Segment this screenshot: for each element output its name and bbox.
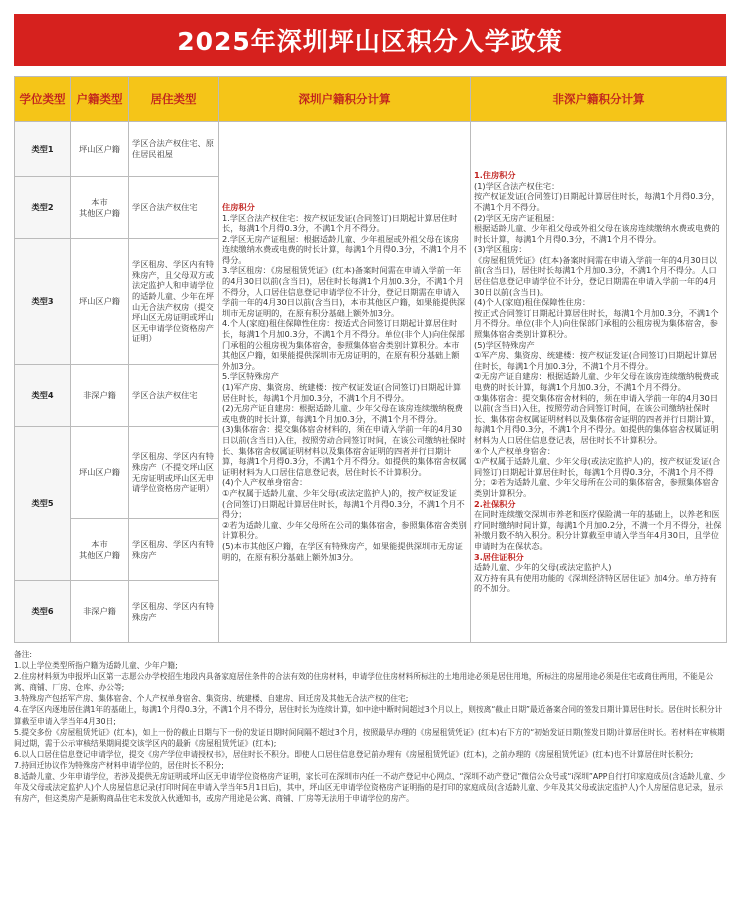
note-item: 5.提交多份《房屋租赁凭证》(红本)，如上一份的截止日期与下一份的发证日期时间间隔不超过3个月，按照最早办理的《房屋租赁凭证》(红本)右下方的“初始发证日期(签发日期)计算居住时长。若材料在审核期间过期，需于公示审核结果期间提交该学区内的最新《房屋租赁凭证》(红本);	[14, 727, 725, 748]
header-nonlocal: 非深户籍积分计算	[471, 77, 727, 122]
row-residence: 学区租房、学区内有特殊房产，且父母双方或法定监护人和申请学位的适龄儿童、少年在坪山无合法产权房（提交坪山区无房证明或坪山区无申请学位资格房产证明）	[129, 239, 219, 365]
row-type: 类型2	[15, 177, 71, 239]
local-points-cell	[219, 122, 471, 643]
row-type: 类型5	[15, 427, 71, 581]
local-text: 1.学区合法产权住宅：按产权证发证(合同签订)日期起计算居住时长，每满1个月得0.3分，不满1个月不得分。 2.学区无房产证租屋：根据适龄儿童、少年祖屋或外祖父母在该房连续缴纳水费或电费的时长计算，每满1个月得0.3分，不满1个月不得分。 3.学区租房：《房屋租赁凭证》(红本)备案时间需在申请入学前一年的4月30日以前(含当日)，居住时长每满1个月加0.3分，不满1个月不得分，人口居住信息登记申请学位不计分，登记日期需在申请入学前一年的4月30日以前(含当日)，本市其他区户籍，如果能提供深圳市无房证明的，在原有积分基础上额外加3分。 4.个人(家庭)租住保障性住房：按适式合同签订日期起计算居住时长，每满1个月加0.3分，不满1个月不得分。单位(非个人)向住保部门承租的公租房视为集体宿舍，参照集体宿舍类别计算积分。本市其他区户籍，如果能提供深圳市无房证明的，在原有积分基础上额外加3分。 5.学区特殊房产 (1)军产房、集资房、统建楼：按产权证发证(合同签订)日期起计算居住时长，每满1个月加0.3分，不满1个月不得分。 (2)无房产证自建房：根据适龄儿童、少年父母在该房连续缴纳税费或电费的时长计算，每满1个月加0.3分，不满1个月不得分。 (3)集体宿舍：提交集体宿舍材料的，须在申请入学前一年的4月30日以前(含当日)入住，按照劳动合同签订时间，在该公司缴纳社保时长、集体宿舍权属证明材料以及集体宿舍证明的四者并行日期计算，每满1个月得0.3分，不满1个月不得分。如提供的集体宿舍权属证明材料为人口居住信息登记表，居住时长不计算积分。 (4)个人产权单身宿舍： ①产权属于适龄儿童、少年父母(或法定监护人)的，按产权证发证(合同签订)日期起计算居住时长，每满1个月得0.3分，不满1个月不得分； ②若为适龄儿童、少年父母所在公司的集体宿舍，参照集体宿舍类别计算积分。 (5)本市其他区户籍，在学区有特殊房产，如果能提供深圳市无房证明的，在原有积分基础上额外加3分。	[222, 212, 467, 562]
policy-table	[14, 76, 727, 643]
row-residence: 学区租房、学区内有特殊房产（不提交坪山区无房证明或坪山区无申请学位资格房产证明）	[129, 427, 219, 519]
row-hukou: 非深户籍	[71, 365, 129, 427]
row-hukou: 本市 其他区户籍	[71, 519, 129, 581]
header-residence: 居住类型	[129, 77, 219, 122]
row-hukou: 坪山区户籍	[71, 239, 129, 365]
header-hukou: 户籍类型	[71, 77, 129, 122]
row-hukou: 坪山区户籍	[71, 427, 129, 519]
note-item: 6.以人口居住信息登记申请学位，提交《房产学位申请授权书》，居住时长不积分。即使人口居住信息登记前办理有《房屋租赁凭证》(红本)，之前办理的《房屋租赁凭证》(红本)也不计算居住时长积分;	[14, 749, 694, 759]
local-heading: 住房积分	[222, 201, 255, 212]
row-hukou: 非深户籍	[71, 581, 129, 643]
note-item: 7.持回迁协议作为特殊房产材料申请学位的，居住时长不积分;	[14, 760, 224, 770]
note-item: 8.适龄儿童、少年申请学位，若涉及提供无房证明或坪山区无申请学位资格房产证明，家长可在深圳市内任一不动产登记中心网点、“深圳不动产登记”微信公众号或“i深圳”APP自行打印家庭成员(含适龄儿童、少年及父母或法定监护人)个人房屋信息记录(打印时间在申请入学当年5月1日后)，其中，坪山区无申请学位资格房产证明指的是打印的家庭成员(含适龄儿童、少年及其父母或法定监护人)个人房屋信息记录，显示有房产，但这类房产是新购商品住宅未发放入伙通知书，或房产用途是公寓、商铺、厂房等无法用于申请学位的房产。	[14, 772, 726, 804]
row-residence: 学区合法产权住宅	[129, 177, 219, 239]
policy-page	[14, 14, 726, 804]
table-header-row	[15, 77, 727, 122]
table-row	[15, 122, 727, 177]
row-residence: 学区租房、学区内有特殊房产	[129, 519, 219, 581]
nonlocal-heading-2: 2.社保积分	[474, 498, 516, 509]
row-residence: 学区合法产权住宅	[129, 365, 219, 427]
header-local: 深圳户籍积分计算	[219, 77, 471, 122]
nonlocal-heading-1: 1.住房积分	[474, 170, 516, 181]
row-type: 类型4	[15, 365, 71, 427]
row-hukou: 本市 其他区户籍	[71, 177, 129, 239]
nonlocal-text-3: 适龄儿童、少年的父母(或法定监护人) 双方持有具有使用功能的《深圳经济特区居住证》加4分。单方持有的不加分。	[474, 562, 717, 594]
nonlocal-text-2: 在同时连续缴交深圳市养老和医疗保险满一年的基础上，以养老和医疗同时缴纳时间计算，每满1个月加0.2分，不满一个月不得分，社保补缴月数不纳入积分。积分计算截至申请入学当年4月30日，且学位申请时为在保状态。	[474, 509, 722, 551]
note-item: 1.以上学位类型所指户籍为适龄儿童、少年户籍;	[14, 661, 178, 671]
note-item: 2.住房材料须为申报坪山区第一志愿公办学校招生地段内具备家庭居住条件的合法有效的住房材料，申请学位住房材料所标注的土地用途必须是居住用地，所标注的房屋用途必须是住宅或商住两用，不能是公寓、商铺、厂房、仓库、办公等;	[14, 672, 714, 693]
nonlocal-points-cell	[471, 122, 727, 643]
note-item: 3.特殊房产包括军产房、集体宿舍、个人产权单身宿舍、集资房、统建楼、自建房、回迁房及其他无合法产权的住宅;	[14, 694, 409, 704]
row-residence: 学区租房、学区内有特殊房产	[129, 581, 219, 643]
row-type: 类型3	[15, 239, 71, 365]
row-type: 类型1	[15, 122, 71, 177]
notes-title: 备注:	[14, 650, 32, 659]
row-type: 类型6	[15, 581, 71, 643]
page-title: 2025年深圳坪山区积分入学政策	[14, 14, 726, 66]
notes-section	[14, 649, 726, 804]
row-hukou: 坪山区户籍	[71, 122, 129, 177]
nonlocal-heading-3: 3.居住证积分	[474, 551, 524, 562]
row-residence: 学区合法产权住宅、原住居民祖屋	[129, 122, 219, 177]
note-item: 4.在学区内逐地居住满1年的基础上，每满1个月得0.3分，不满1个月不得分，居住时长为连续计算，如中途中断时间超过3个月以上，则按离“截止日期”最近备案合同的签发日期计算居住时长。居住时长积分计算截至申请入学当年4月30日;	[14, 705, 723, 726]
nonlocal-text-1: (1)学区合法产权住宅： 按产权证发证(合同签订)日期起计算居住时长，每满1个月得0.3分，不满1个月不得分。 (2)学区无房产证租屋： 根据适龄儿童、少年祖父母或外祖父母在该房连续缴纳水费或电费的时长计算，每满1个月得0.3分，不满1个月不得分。 (3)学区租房： 《房屋租赁凭证》(红本)备案时间需在申请入学前一年的4月30日以前(含当日)，居住时长每满1个月加0.3分，不满1个月不得分。人口居住信息登记申请学位不计分，登记日期需在申请入学前一年的4月30日以前(含当日)。 (4)个人(家庭)租住保障性住房： 按正式合同签订日期起计算居住时长，每满1个月加0.3分，不满1个月不得分。单位(非个人)向住保部门承租的公租房视为集体宿舍，参照集体宿舍类别计算积分。 (5)学区特殊房产 ①军产房、集资房、统建楼：按产权证发证(合同签订)日期起计算居住时长，每满1个月加0.3分，不满1个月不得分。 ②无房产证自建房：根据适龄儿童、少年父母在该房连续缴纳税费或电费的时长计算，每满1个月加0.3分，不满1个月不得分。 ③集体宿舍：提交集体宿舍材料的，须在申请入学前一年的4月30日以前(含当日)入住，按照劳动合同签订时间，在该公司缴纳社保时长、集体宿舍权属证明材料以及集体宿舍证明的四者并行日期计算，每满1个月得0.3分，不满1个月不得分。如提供的集体宿舍权属证明材料为人口居住信息登记表，居住时长不计算积分。 ④个人产权单身宿舍： ①产权属于适龄儿童、少年父母(或法定监护人)的，按产权证发证(合同签订)日期起计算居住时长，每满1个月得0.3分，不满1个月不得分；②若为适龄儿童、少年父母所在公司的集体宿舍，参照集体宿舍类别计算积分。	[474, 180, 721, 498]
header-type: 学位类型	[15, 77, 71, 122]
